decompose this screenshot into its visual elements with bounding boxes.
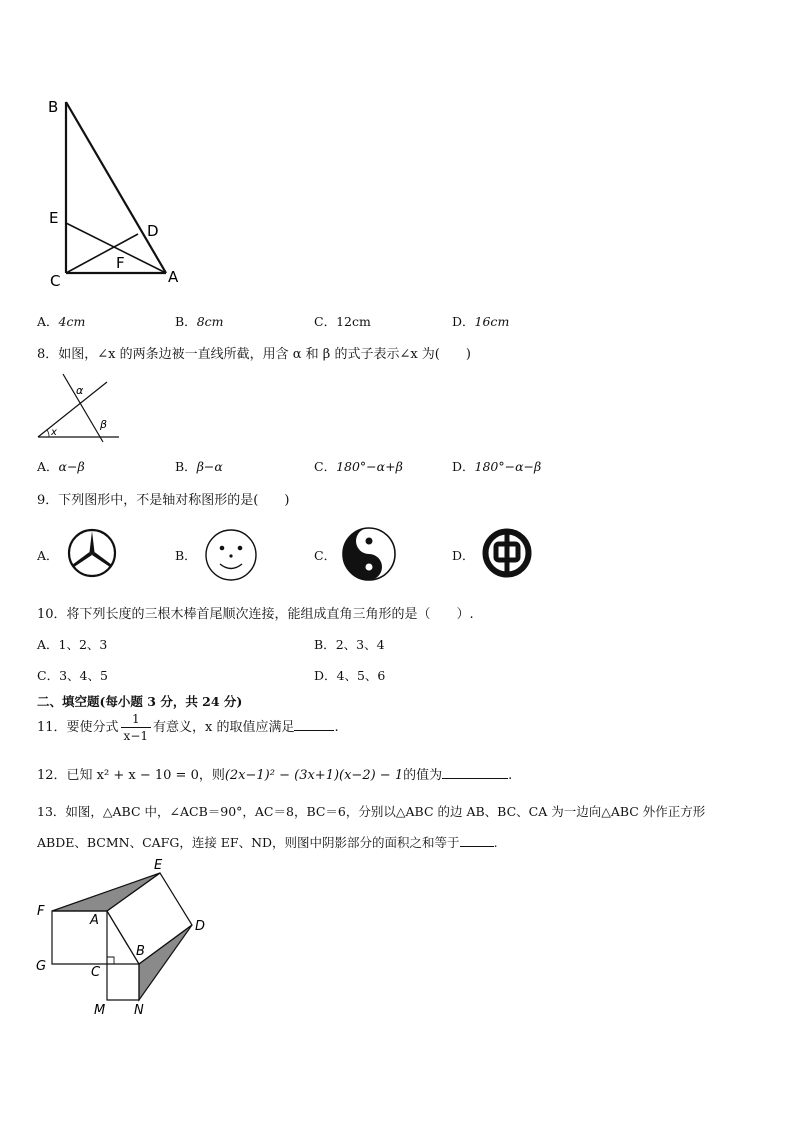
- label-A: A: [90, 913, 99, 928]
- label-D: D: [147, 222, 159, 240]
- label-alpha: α: [76, 384, 84, 397]
- label-M: M: [94, 1003, 106, 1018]
- label-x: x: [51, 427, 57, 438]
- label-F: F: [37, 904, 45, 919]
- q12: 12．已知 x² + x − 10 = 0，则(2x−1)² − (3x+1)(x−2) − 1的值为 .: [37, 768, 513, 783]
- yin-yang-icon: [340, 525, 398, 583]
- q8-option-b[interactable]: B．β−α: [175, 459, 223, 474]
- label-G: G: [36, 959, 47, 974]
- q8-option-a[interactable]: A．α−β: [37, 459, 85, 474]
- q11-fraction: $\frac{1}{x-1}$: [121, 711, 151, 744]
- q13-line1: 13．如图，△ABC 中，∠ACB＝90°，AC＝8，BC＝6，分别以△ABC 的边 AB、BC、CA 为一边向△ABC 外作正方形: [37, 804, 706, 819]
- q8-stem: 8．如图，∠x 的两条边被一直线所截，用含 α 和 β 的式子表示∠x 为( ): [37, 347, 471, 362]
- q12-answer-blank[interactable]: [442, 766, 508, 779]
- q8-option-d[interactable]: D．180°−α−β: [452, 459, 542, 474]
- q8-angle-figure: [35, 372, 125, 444]
- q10-option-b[interactable]: B．2、3、4: [314, 637, 385, 652]
- q13-line2: ABDE、BCMN、CAFG，连接 EF、ND，则图中阴影部分的面积之和等于 .: [37, 835, 498, 850]
- label-B: B: [48, 98, 59, 116]
- label-E: E: [49, 209, 59, 227]
- label-D: D: [195, 919, 206, 934]
- q13-answer-blank[interactable]: [460, 834, 494, 847]
- mercedes-logo-icon: [66, 527, 118, 579]
- label-C: C: [91, 965, 101, 980]
- q7-option-a[interactable]: A．4cm: [37, 314, 86, 329]
- q10-option-c[interactable]: C．3、4、5: [37, 668, 108, 683]
- q9-option-a-letter[interactable]: A．: [37, 548, 59, 563]
- bank-of-china-logo-icon: [481, 527, 533, 579]
- q9-option-b-letter[interactable]: B．: [175, 548, 197, 563]
- smiley-face-icon: [203, 527, 259, 583]
- label-B: B: [136, 944, 145, 959]
- label-E: E: [154, 858, 163, 873]
- label-beta: β: [100, 418, 108, 431]
- q11-answer-blank[interactable]: [294, 718, 334, 731]
- q7-option-b[interactable]: B．8cm: [175, 314, 224, 329]
- q7-option-d[interactable]: D．16cm: [452, 314, 510, 329]
- label-C: C: [50, 272, 61, 290]
- section-title: 二、填空题(每小题 3 分，共 24 分): [37, 694, 243, 709]
- q10-option-d[interactable]: D．4、5、6: [314, 668, 386, 683]
- q11: 11．要使分式 $\frac{1}{x-1}$ 有意义，x 的取值应满足 .: [37, 712, 339, 743]
- label-F: F: [116, 254, 125, 272]
- label-A: A: [168, 268, 179, 286]
- q9-option-d-letter[interactable]: D．: [452, 548, 475, 563]
- q8-option-c[interactable]: C．180°−α+β: [314, 459, 403, 474]
- label-N: N: [134, 1003, 144, 1018]
- q7-triangle-figure: [40, 90, 200, 290]
- q10-stem: 10．将下列长度的三根木棒首尾顺次连接，能组成直角三角形的是（ ）.: [37, 607, 474, 622]
- q7-option-c[interactable]: C．12cm: [314, 314, 371, 329]
- q10-option-a[interactable]: A．1、2、3: [37, 637, 108, 652]
- q9-option-c-letter[interactable]: C．: [314, 548, 337, 563]
- q13-squares-figure: [30, 855, 220, 1020]
- q9-stem: 9．下列图形中，不是轴对称图形的是( ): [37, 493, 290, 508]
